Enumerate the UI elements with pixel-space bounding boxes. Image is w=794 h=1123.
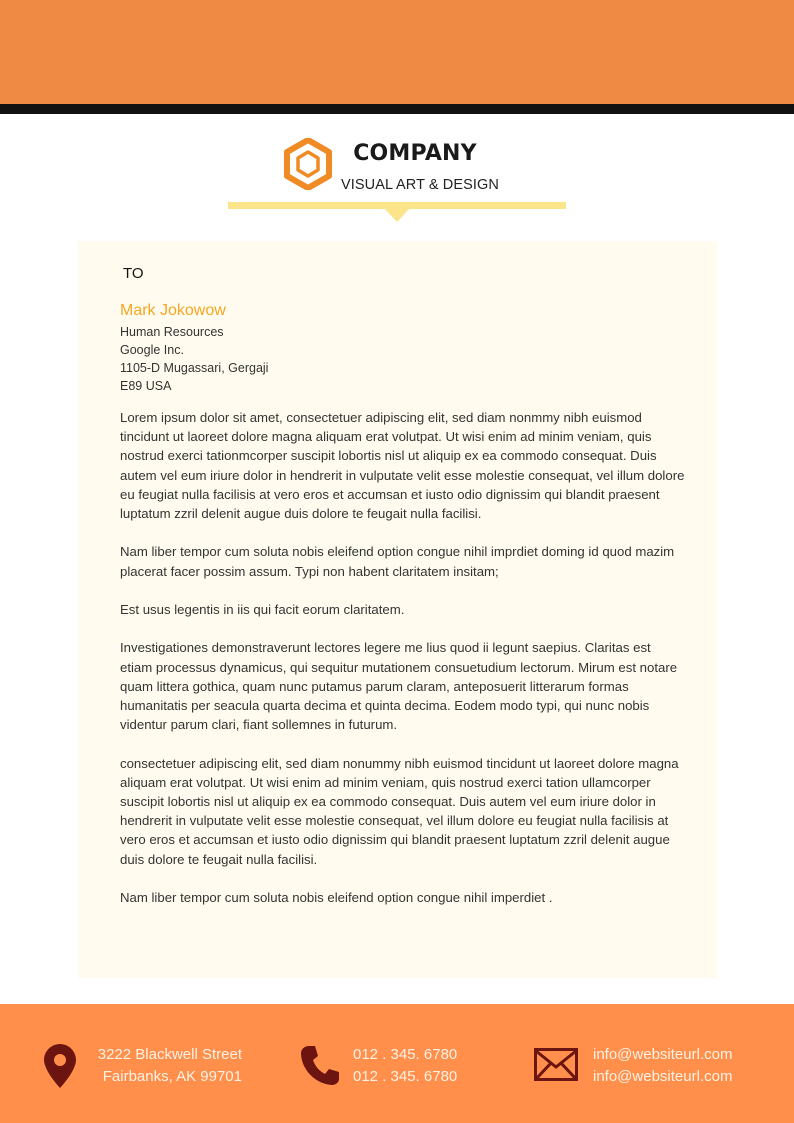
address-line-2: Fairbanks, AK 99701 (102, 1068, 242, 1085)
footer-phone (353, 1044, 457, 1088)
divider-arrow (384, 208, 410, 222)
email-line-1[interactable]: info@websiteurl.com (593, 1046, 733, 1063)
footer-email (593, 1044, 732, 1088)
recipient-company: Google Inc. (120, 343, 184, 357)
company-name: COMPANY (353, 141, 477, 166)
body-paragraph: Nam liber tempor cum soluta nobis eleifend option congue nihil imperdiet . (120, 890, 553, 905)
body-paragraph: Nam liber tempor cum soluta nobis eleifend option congue nihil imprdiet doming id quod mazim placerat facer possim assum. Typi non habent claritatem insitam; (120, 544, 675, 579)
recipient-name: Mark Jokowow (120, 302, 226, 319)
chevron-pattern (0, 0, 794, 114)
recipient-postal: E89 USA (120, 379, 172, 393)
footer (0, 1004, 794, 1123)
map-pin-icon (44, 1044, 76, 1093)
address-line-1: 3222 Blackwell Street (97, 1046, 242, 1063)
phone-line-1[interactable]: 012 . 345. 6780 (353, 1046, 458, 1063)
recipient-street: 1105-D Mugassari, Gergaji (120, 361, 269, 375)
body-paragraph: Investigationes demonstraverunt lectores legere me lius quod ii legunt saepius. Claritas est etiam processus dynamicus, qui sequitur mutationem consuetudium lectorum. Mirum est notare quam littera gothica, quam nunc putamus parum claram, anteposuerit litterarum formas humanitatis per seacula quarta decima et quinta decima. Eodem modo typi, qui nunc nobis videntur parum clari, fiant sollemnes in futurum. (120, 640, 678, 733)
banner-baseline (0, 104, 794, 114)
hexagon-icon (284, 138, 332, 190)
footer-address (88, 1044, 242, 1088)
to-label: TO (123, 265, 144, 282)
chevron-banner (0, 0, 794, 114)
body-paragraph: Est usus legentis in iis qui facit eorum claritatem. (120, 602, 405, 617)
phone-icon (300, 1044, 340, 1091)
envelope-icon (534, 1048, 578, 1086)
email-line-2[interactable]: info@websiteurl.com (593, 1068, 733, 1085)
recipient-department: Human Resources (120, 325, 224, 339)
company-tagline: VISUAL ART & DESIGN (341, 177, 499, 193)
phone-line-2[interactable]: 012 . 345. 6780 (353, 1068, 458, 1085)
body-paragraph: Lorem ipsum dolor sit amet, consectetuer adipiscing elit, sed diam nonmmy nibh euismod tincidunt ut laoreet dolore magna aliquam erat volutpat. Ut wisi enim ad minim veniam, quis nostrud exerci tationmcorper suscipit lobortis nisl ut aliquip ex ea commodo consequat. Duis autem vel eum iriure dolor in hendrerit in vulputate velit esse molestie consequat, vel illum dolore eu feugiat nulla facilisis at vero eros et accumsan et iusto odio dignissim qui blandit praesent luptatum zzril delenit augue duis dolore te feugait nulla facilisi. (120, 410, 685, 522)
body-paragraph: consectetuer adipiscing elit, sed diam nonummy nibh euismod tincidunt ut laoreet dolore magna aliquam erat volutpat. Ut wisi enim ad minim veniam, quis nostrud exerci tation ullamcorper suscipit lobortis nisl ut aliquip ex ea commodo consequat. Duis autem vel eum iriure dolor in hendrerit in vulputate velit esse molestie consequat, vel illum dolore eu feugiat nulla facilisis at vero eros et accumsan et iusto odio dignissim qui blandit praesent luptatum zzril delenit augue duis dolore te feugait nulla facilisi. (120, 755, 679, 867)
letter-body (120, 408, 685, 926)
